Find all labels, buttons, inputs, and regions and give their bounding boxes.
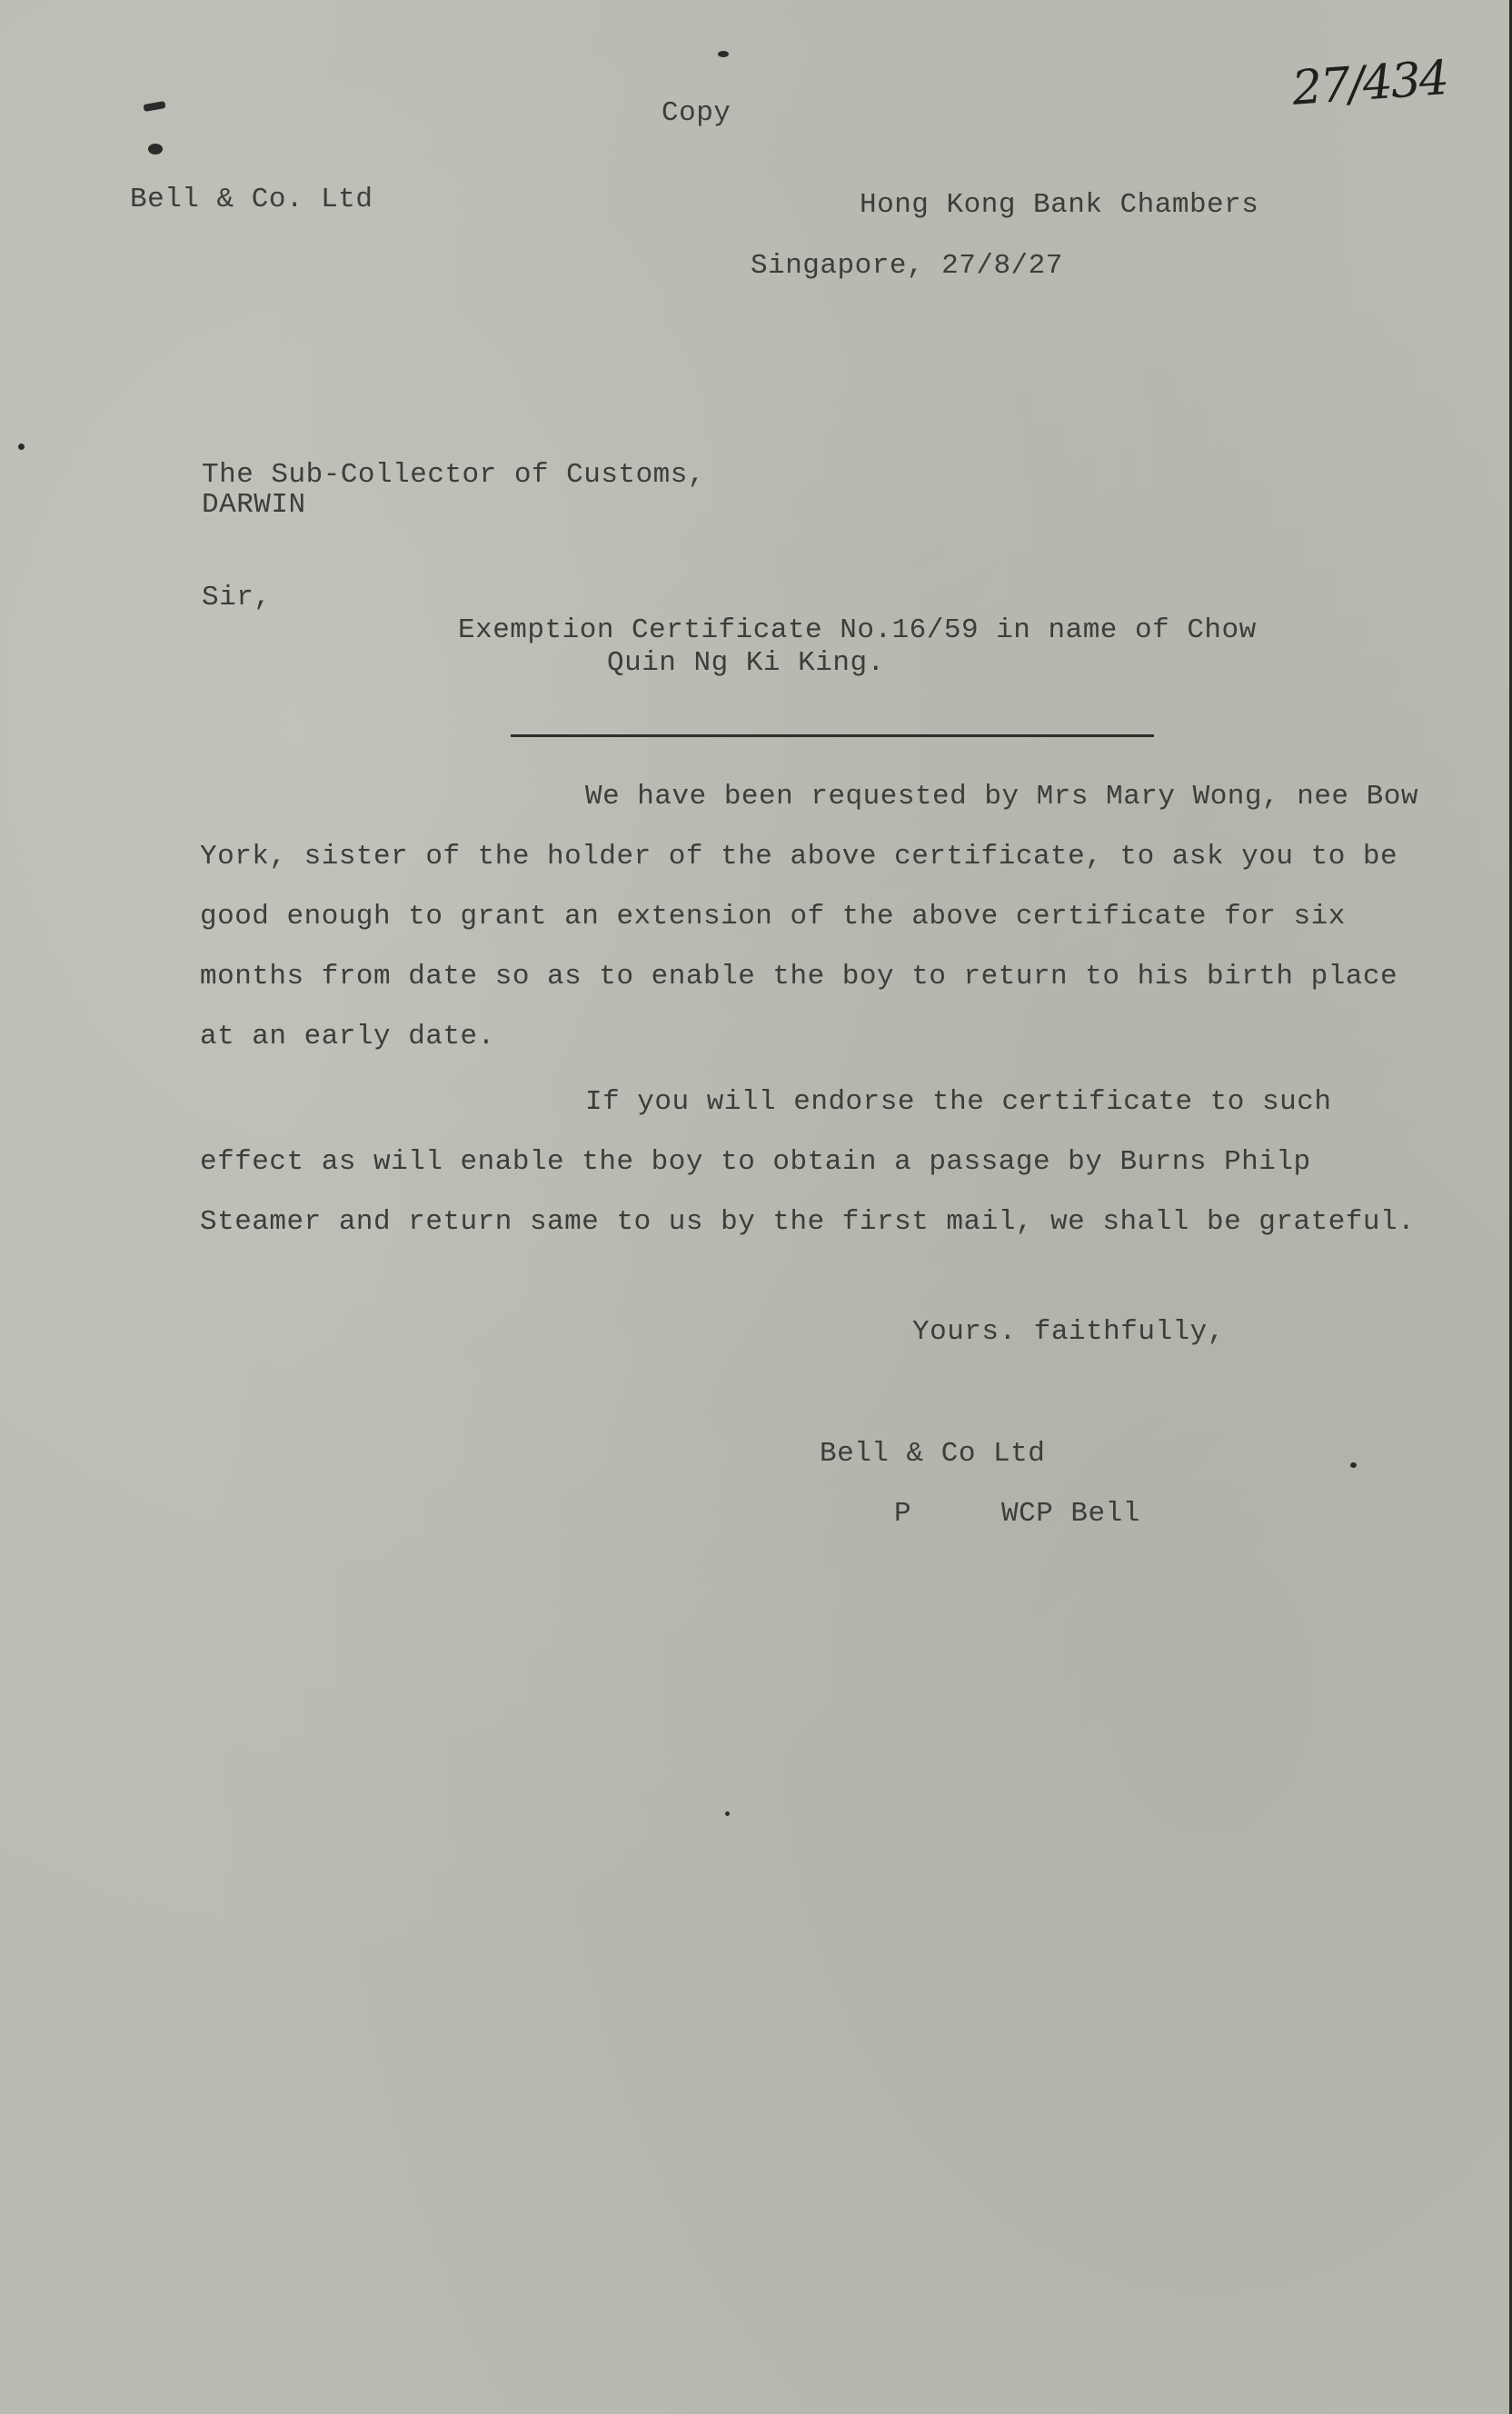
salutation: Sir, — [202, 582, 272, 613]
signature-per: P — [894, 1498, 912, 1530]
recipient-line-1: The Sub-Collector of Customs, — [202, 459, 705, 491]
ink-mark — [718, 51, 729, 57]
recipient-line-2: DARWIN — [202, 489, 306, 521]
signature-company: Bell & Co Ltd — [820, 1438, 1046, 1470]
body-line: good enough to grant an extension of the above certificate for six — [200, 901, 1346, 933]
body-paragraph-1 — [200, 767, 1472, 1067]
body-line: at an early date. — [200, 1021, 495, 1052]
sender-name: Bell & Co. Ltd — [130, 184, 373, 215]
ink-mark — [148, 144, 163, 155]
subject-underline — [511, 734, 1154, 737]
body-paragraph-2 — [200, 1072, 1472, 1252]
ink-mark — [1350, 1462, 1357, 1468]
sender-address: Hong Kong Bank Chambers — [860, 189, 1259, 221]
file-reference-handwritten: 27/434 — [1290, 51, 1449, 116]
body-line: York, sister of the holder of the above certificate, to ask you to be — [200, 841, 1398, 873]
subject-line-1: Exemption Certificate No.16/59 in name of Chow — [458, 614, 1257, 646]
body-line: effect as will enable the boy to obtain a passage by Burns Philp — [200, 1146, 1311, 1178]
ink-mark — [143, 101, 165, 112]
body-line: We have been requested by Mrs Mary Wong, nee Bow — [585, 781, 1418, 813]
signature-name: WCP Bell — [1001, 1498, 1140, 1530]
body-line: months from date so as to enable the boy to return to his birth place — [200, 961, 1398, 993]
body-line: If you will endorse the certificate to such — [585, 1086, 1332, 1118]
ink-mark — [725, 1811, 730, 1816]
subject-line-2: Quin Ng Ki King. — [607, 647, 885, 679]
copy-label: Copy — [662, 97, 731, 129]
ink-mark — [18, 444, 25, 450]
body-line: Steamer and return same to us by the first mail, we shall be grateful. — [200, 1206, 1416, 1238]
place-date: Singapore, 27/8/27 — [751, 250, 1063, 282]
closing: Yours. faithfully, — [912, 1316, 1225, 1348]
